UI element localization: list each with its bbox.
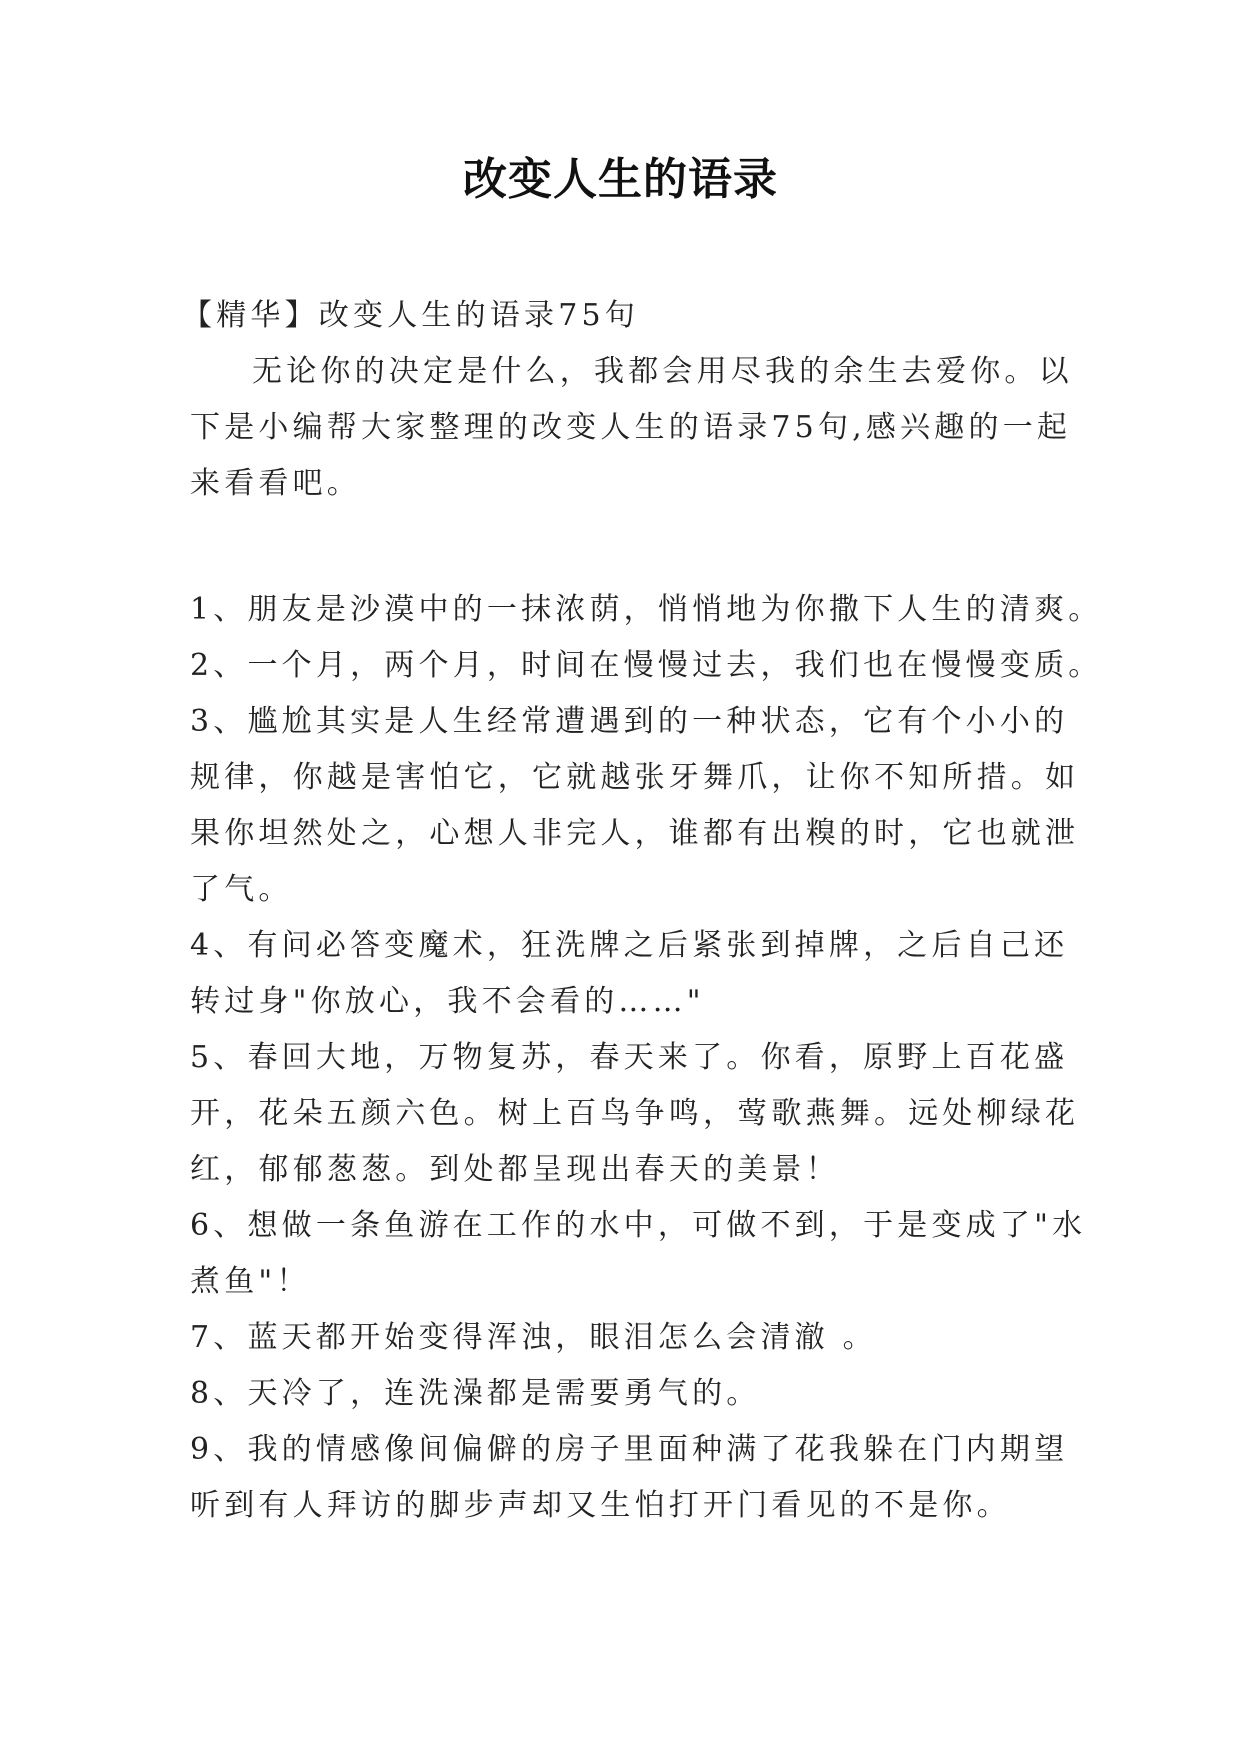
- body-line: 规律，你越是害怕它，它就越张牙舞爪，让你不知所措。如: [190, 760, 1080, 795]
- body-line: 8、天冷了，连洗澡都是需要勇气的。: [190, 1376, 761, 1411]
- body-line: 6、想做一条鱼游在工作的水中，可做不到，于是变成了"水: [190, 1208, 1087, 1243]
- body-line: 3、尴尬其实是人生经常遭遇到的一种状态，它有个小小的: [190, 704, 1069, 739]
- body-line: 5、春回大地，万物复苏，春天来了。你看，原野上百花盛: [190, 1040, 1069, 1075]
- body-line: 4、有问必答变魔术，狂洗牌之后紧张到掉牌，之后自己还: [190, 928, 1069, 963]
- body-line: 了气。: [190, 872, 293, 907]
- body-line: 煮鱼"！: [190, 1264, 311, 1299]
- document-title: 改变人生的语录: [463, 154, 778, 205]
- body-line: 9、我的情感像间偏僻的房子里面种满了花我躲在门内期望: [190, 1432, 1069, 1467]
- body-line: 果你坦然处之，心想人非完人，谁都有出糗的时，它也就泄: [190, 816, 1080, 851]
- body-line: 转过身"你放心，我不会看的……": [190, 984, 705, 1019]
- body-line: 1、朋友是沙漠中的一抹浓荫，悄悄地为你撒下人生的清爽。: [190, 592, 1103, 627]
- intro-line: 无论你的决定是什么，我都会用尽我的余生去爱你。以: [252, 354, 1073, 389]
- body-line: 红，郁郁葱葱。到处都呈现出春天的美景！: [190, 1152, 840, 1187]
- intro-line: 下是小编帮大家整理的改变人生的语录75句,感兴趣的一起: [190, 410, 1072, 445]
- body-line: 听到有人拜访的脚步声却又生怕打开门看见的不是你。: [190, 1488, 1011, 1523]
- document-subtitle: 【精华】改变人生的语录75句: [182, 298, 639, 333]
- body-line: 开，花朵五颜六色。树上百鸟争鸣，莺歌燕舞。远处柳绿花: [190, 1096, 1080, 1131]
- intro-line: 来看看吧。: [190, 466, 361, 501]
- body-line: 2、一个月，两个月，时间在慢慢过去，我们也在慢慢变质。: [190, 648, 1103, 683]
- body-line: 7、蓝天都开始变得浑浊，眼泪怎么会清澈 。: [190, 1320, 877, 1355]
